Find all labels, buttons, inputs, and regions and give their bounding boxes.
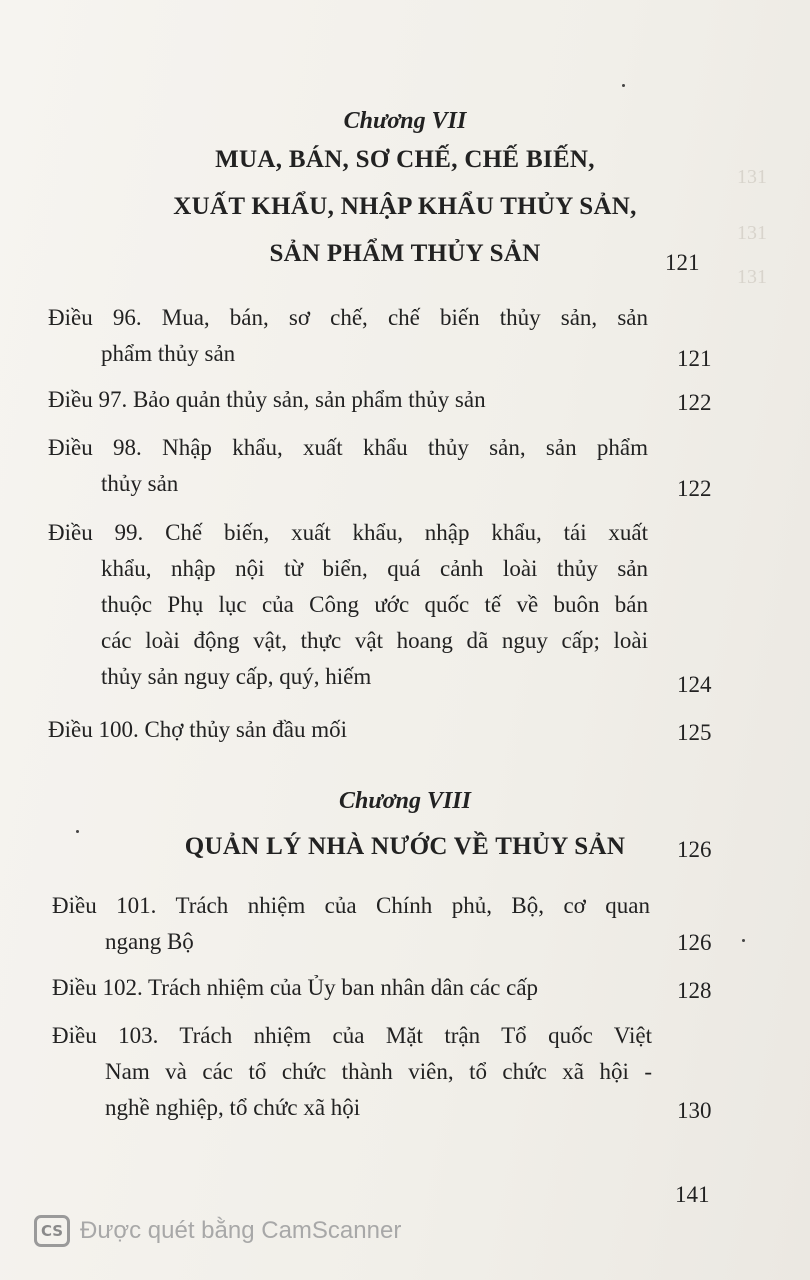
chapter-7-heading-line-1: MUA, BÁN, SƠ CHẾ, CHẾ BIẾN,	[215, 146, 595, 173]
toc-entry-line: Điều 98. Nhập khẩu, xuất khẩu thủy sản, sản phẩm	[48, 435, 648, 460]
speck	[622, 84, 625, 87]
toc-entry-97-page: 122	[677, 390, 712, 415]
toc-entry-line: Điều 103. Trách nhiệm của Mặt trận Tổ quốc Việt	[52, 1023, 652, 1048]
toc-entry-100[interactable]	[48, 712, 648, 748]
toc-entry-line: Điều 99. Chế biến, xuất khẩu, nhập khẩu, tái xuất	[48, 520, 648, 545]
chapter-7-title: Chương VII	[343, 108, 467, 134]
toc-entry-97[interactable]	[48, 382, 648, 418]
toc-entry-line: Điều 100. Chợ thủy sản đầu mối	[48, 717, 347, 742]
toc-entry-line: các loài động vật, thực vật hoang dã nguy cấp; loài	[101, 628, 648, 653]
toc-entry-line: thuộc Phụ lục của Công ước quốc tế về buôn bán	[101, 592, 648, 617]
watermark-text: Được quét bằng CamScanner	[80, 1217, 402, 1244]
toc-entry-line: Điều 97. Bảo quản thủy sản, sản phẩm thủy sản	[48, 387, 486, 412]
chapter-7-page: 121	[665, 250, 700, 275]
toc-entry-98-page: 122	[677, 476, 712, 501]
toc-entry-line: Điều 101. Trách nhiệm của Chính phủ, Bộ, cơ quan	[52, 893, 650, 918]
toc-entry-103[interactable]	[52, 1018, 652, 1126]
toc-entry-102[interactable]	[52, 970, 650, 1006]
toc-entry-96-page: 121	[677, 346, 712, 371]
toc-entry-96[interactable]	[48, 300, 648, 372]
toc-entry-102-page: 128	[677, 978, 712, 1003]
toc-entry-line: ngang Bộ	[105, 929, 194, 954]
bleed-through-number: 131	[737, 222, 767, 244]
toc-entry-line: khẩu, nhập nội từ biển, quá cảnh loài thủy sản	[101, 556, 648, 581]
toc-entry-99[interactable]	[48, 515, 648, 695]
toc-entry-line: thủy sản	[101, 471, 179, 496]
chapter-8-heading-line-1: QUẢN LÝ NHÀ NƯỚC VỀ THỦY SẢN	[184, 833, 626, 860]
camscanner-watermark	[34, 1215, 401, 1247]
toc-entry-101[interactable]	[52, 888, 650, 960]
toc-entry-line: Nam và các tổ chức thành viên, tổ chức xã hội -	[105, 1059, 652, 1084]
toc-entry-103-page: 130	[677, 1098, 712, 1123]
bleed-through-number: 131	[737, 166, 767, 188]
page-number: 141	[675, 1182, 710, 1207]
chapter-8-title: Chương VIII	[339, 788, 471, 814]
camscanner-logo-icon: CS	[34, 1215, 70, 1247]
chapter-8-page: 126	[677, 837, 712, 862]
toc-entry-line: nghề nghiệp, tổ chức xã hội	[105, 1095, 361, 1120]
toc-entry-line: thủy sản nguy cấp, quý, hiếm	[101, 664, 372, 689]
toc-entry-100-page: 125	[677, 720, 712, 745]
speck	[742, 939, 745, 942]
chapter-7-heading-line-2: XUẤT KHẨU, NHẬP KHẨU THỦY SẢN,	[173, 193, 637, 220]
toc-entry-101-page: 126	[677, 930, 712, 955]
toc-entry-line: Điều 96. Mua, bán, sơ chế, chế biến thủy sản, sản	[48, 305, 648, 330]
toc-entry-line: Điều 102. Trách nhiệm của Ủy ban nhân dân các cấp	[52, 975, 539, 1000]
chapter-7-heading-line-3: SẢN PHẨM THỦY SẢN	[269, 240, 541, 267]
toc-entry-line: phẩm thủy sản	[101, 341, 236, 366]
toc-entry-99-page: 124	[677, 672, 712, 697]
bleed-through-number: 131	[737, 266, 767, 288]
toc-entry-98[interactable]	[48, 430, 648, 502]
